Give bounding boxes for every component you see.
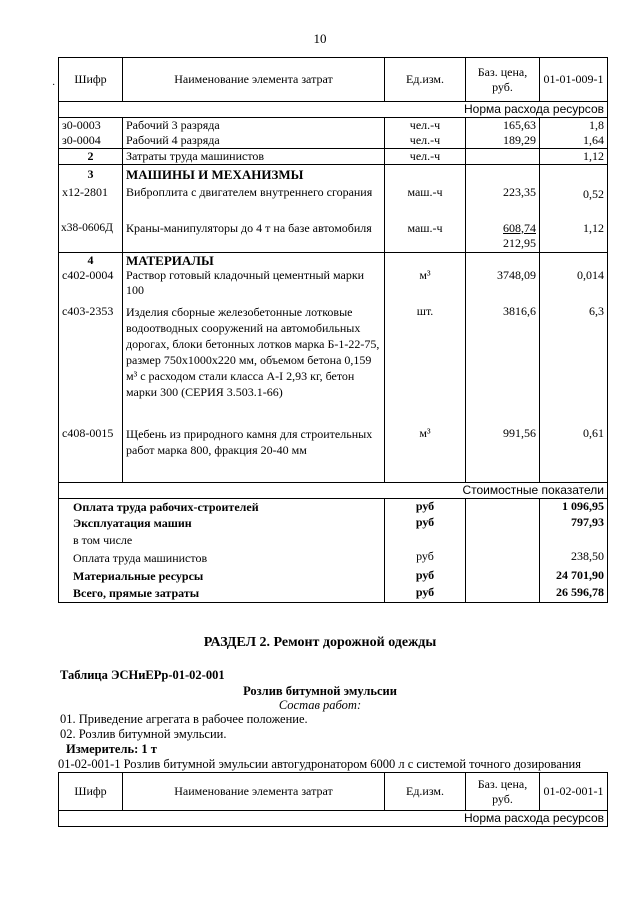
section-title: РАЗДЕЛ 2. Ремонт дорожной одежды [203,635,437,650]
row-unit: чел.-ч [385,118,466,134]
table-row [59,165,608,185]
cost-unit: руб [385,515,466,532]
norm-label: Норма расхода ресурсов [59,102,608,118]
table-row [59,253,608,269]
row-name: Краны-манипуляторы до 4 т на базе автомобиля [123,221,385,253]
cost-unit [385,532,466,549]
row-price: 223,35 [466,185,540,221]
row-value: 0,014 [540,268,608,304]
row-code: з0-0004 [59,133,123,149]
cost-name: Оплата труда рабочих-строителей [59,498,385,515]
cost-row [59,515,608,532]
header-name: Наименование элемента затрат [123,58,385,102]
row-code: 4 [59,253,123,269]
cost-name: в том числе [59,532,385,549]
row-unit: м³ [385,268,466,304]
row-unit: чел.-ч [385,149,466,165]
cost-name: Материальные ресурсы [59,568,385,585]
cost-value: 797,93 [540,515,608,532]
table-title: Таблица ЭСНиЕРр-01-02-001 [60,668,225,682]
row-unit: маш.-ч [385,221,466,253]
row-unit: чел.-ч [385,133,466,149]
row-unit [385,165,466,185]
resource-table [58,57,608,603]
row-unit: шт. [385,304,466,426]
row-name: Раствор готовый кладочный цементный марки 100 [123,268,385,304]
table-row [59,118,608,134]
row-value [540,165,608,185]
header-code: Шифр [59,58,123,102]
row-value: 0,52 [540,185,608,221]
cost-name: Эксплуатация машин [59,515,385,532]
cost-unit: руб [385,568,466,585]
row-name: Щебень из природного камня для строительных работ марка 800, фракция 20-40 мм [123,426,385,482]
row-price [466,221,540,253]
row-name: МАШИНЫ И МЕХАНИЗМЫ [123,165,385,185]
work-subtitle: Состав работ: [278,698,362,712]
row-price [466,165,540,185]
row-price: 3748,09 [466,268,540,304]
header-norm-code: 01-02-001-1 [540,773,608,811]
row-price: 3816,6 [466,304,540,426]
row-value: 1,8 [540,118,608,134]
row-code: х12-2801 [59,185,123,221]
resource-table-2 [58,772,608,827]
cost-value [540,532,608,549]
cost-row [59,549,608,568]
cost-empty [466,568,540,585]
cost-empty [466,498,540,515]
norm-description: 01-02-001-1 Розлив битумной эмульсии автогудронатором 6000 л с системой точного дозирования [58,757,581,771]
row-price: 991,56 [466,426,540,482]
row-value: 0,61 [540,426,608,482]
row-price [466,253,540,269]
row-unit [385,253,466,269]
cost-empty [466,549,540,568]
row-name: Рабочий 3 разряда [123,118,385,134]
table-row [59,149,608,165]
table-header [59,58,608,102]
cost-value: 238,50 [540,549,608,568]
row-price: 189,29 [466,133,540,149]
header-unit: Ед.изм. [385,58,466,102]
table-header [59,773,608,811]
cost-label-row [59,482,608,498]
table-row [59,426,608,482]
cost-empty [466,515,540,532]
page-number: 10 [313,31,327,46]
row-value: 1,64 [540,133,608,149]
row-code: 2 [59,149,123,165]
work-item: 01. Приведение агрегата в рабочее положение. [60,712,308,726]
row-code: с408-0015 [59,426,123,482]
cost-empty [466,532,540,549]
row-unit: м³ [385,426,466,482]
header-price: Баз. цена, руб. [466,773,540,811]
row-code: з0-0003 [59,118,123,134]
meter: Измеритель: 1 т [66,742,157,756]
row-name: МАТЕРИАЛЫ [123,253,385,269]
cost-label: Стоимостные показатели [59,482,608,498]
table-row [59,185,608,221]
cost-name: Оплата труда машинистов [59,549,385,568]
row-price: 165,63 [466,118,540,134]
row-code: с403-2353 [59,304,123,426]
norm-label-row [59,811,608,827]
cost-unit: руб [385,498,466,515]
table-row [59,304,608,426]
cost-row [59,498,608,515]
cost-row [59,585,608,603]
table-row [59,268,608,304]
header-code: Шифр [59,773,123,811]
cost-name: Всего, прямые затраты [59,585,385,603]
table-row [59,133,608,149]
row-name: Виброплита с двигателем внутреннего сгорания [123,185,385,221]
table-row [59,221,608,253]
cost-value: 26 596,78 [540,585,608,603]
cost-value: 1 096,95 [540,498,608,515]
header-name: Наименование элемента затрат [123,773,385,811]
row-code: с402-0004 [59,268,123,304]
cost-unit: руб [385,585,466,603]
row-name: Изделия сборные железобетонные лотковые водоотводных сооружений на автомобильных дорогах, блоки бетонных лотков марка Б-1-22-75, размер 750х1000х220 мм, объемом бетона 0,159 м³ с расходом стали класса А-I 2,93 кг, бетон марки 300 (СЕРИЯ 3.503.1-66) [123,304,385,426]
row-price-main: 608,74 [503,220,536,235]
cost-unit: руб [385,549,466,568]
cost-row [59,568,608,585]
header-unit: Ед.изм. [385,773,466,811]
row-name: Рабочий 4 разряда [123,133,385,149]
work-item: 02. Розлив битумной эмульсии. [60,727,227,741]
header-price: Баз. цена, руб. [466,58,540,102]
row-unit: маш.-ч [385,185,466,221]
work-title: Розлив битумной эмульсии [243,684,397,698]
row-price [466,149,540,165]
header-norm-code: 01-01-009-1 [540,58,608,102]
row-code: х38-0606Д [59,221,123,253]
row-code: 3 [59,165,123,185]
row-value: 6,3 [540,304,608,426]
row-value: 1,12 [540,149,608,165]
row-price-secondary: 212,95 [503,235,536,250]
row-value: 1,12 [540,221,608,253]
norm-label: Норма расхода ресурсов [59,811,608,827]
cost-row [59,532,608,549]
norm-label-row [59,102,608,118]
cost-empty [466,585,540,603]
row-value [540,253,608,269]
row-name: Затраты труда машинистов [123,149,385,165]
margin-mark: · [52,80,56,91]
cost-value: 24 701,90 [540,568,608,585]
